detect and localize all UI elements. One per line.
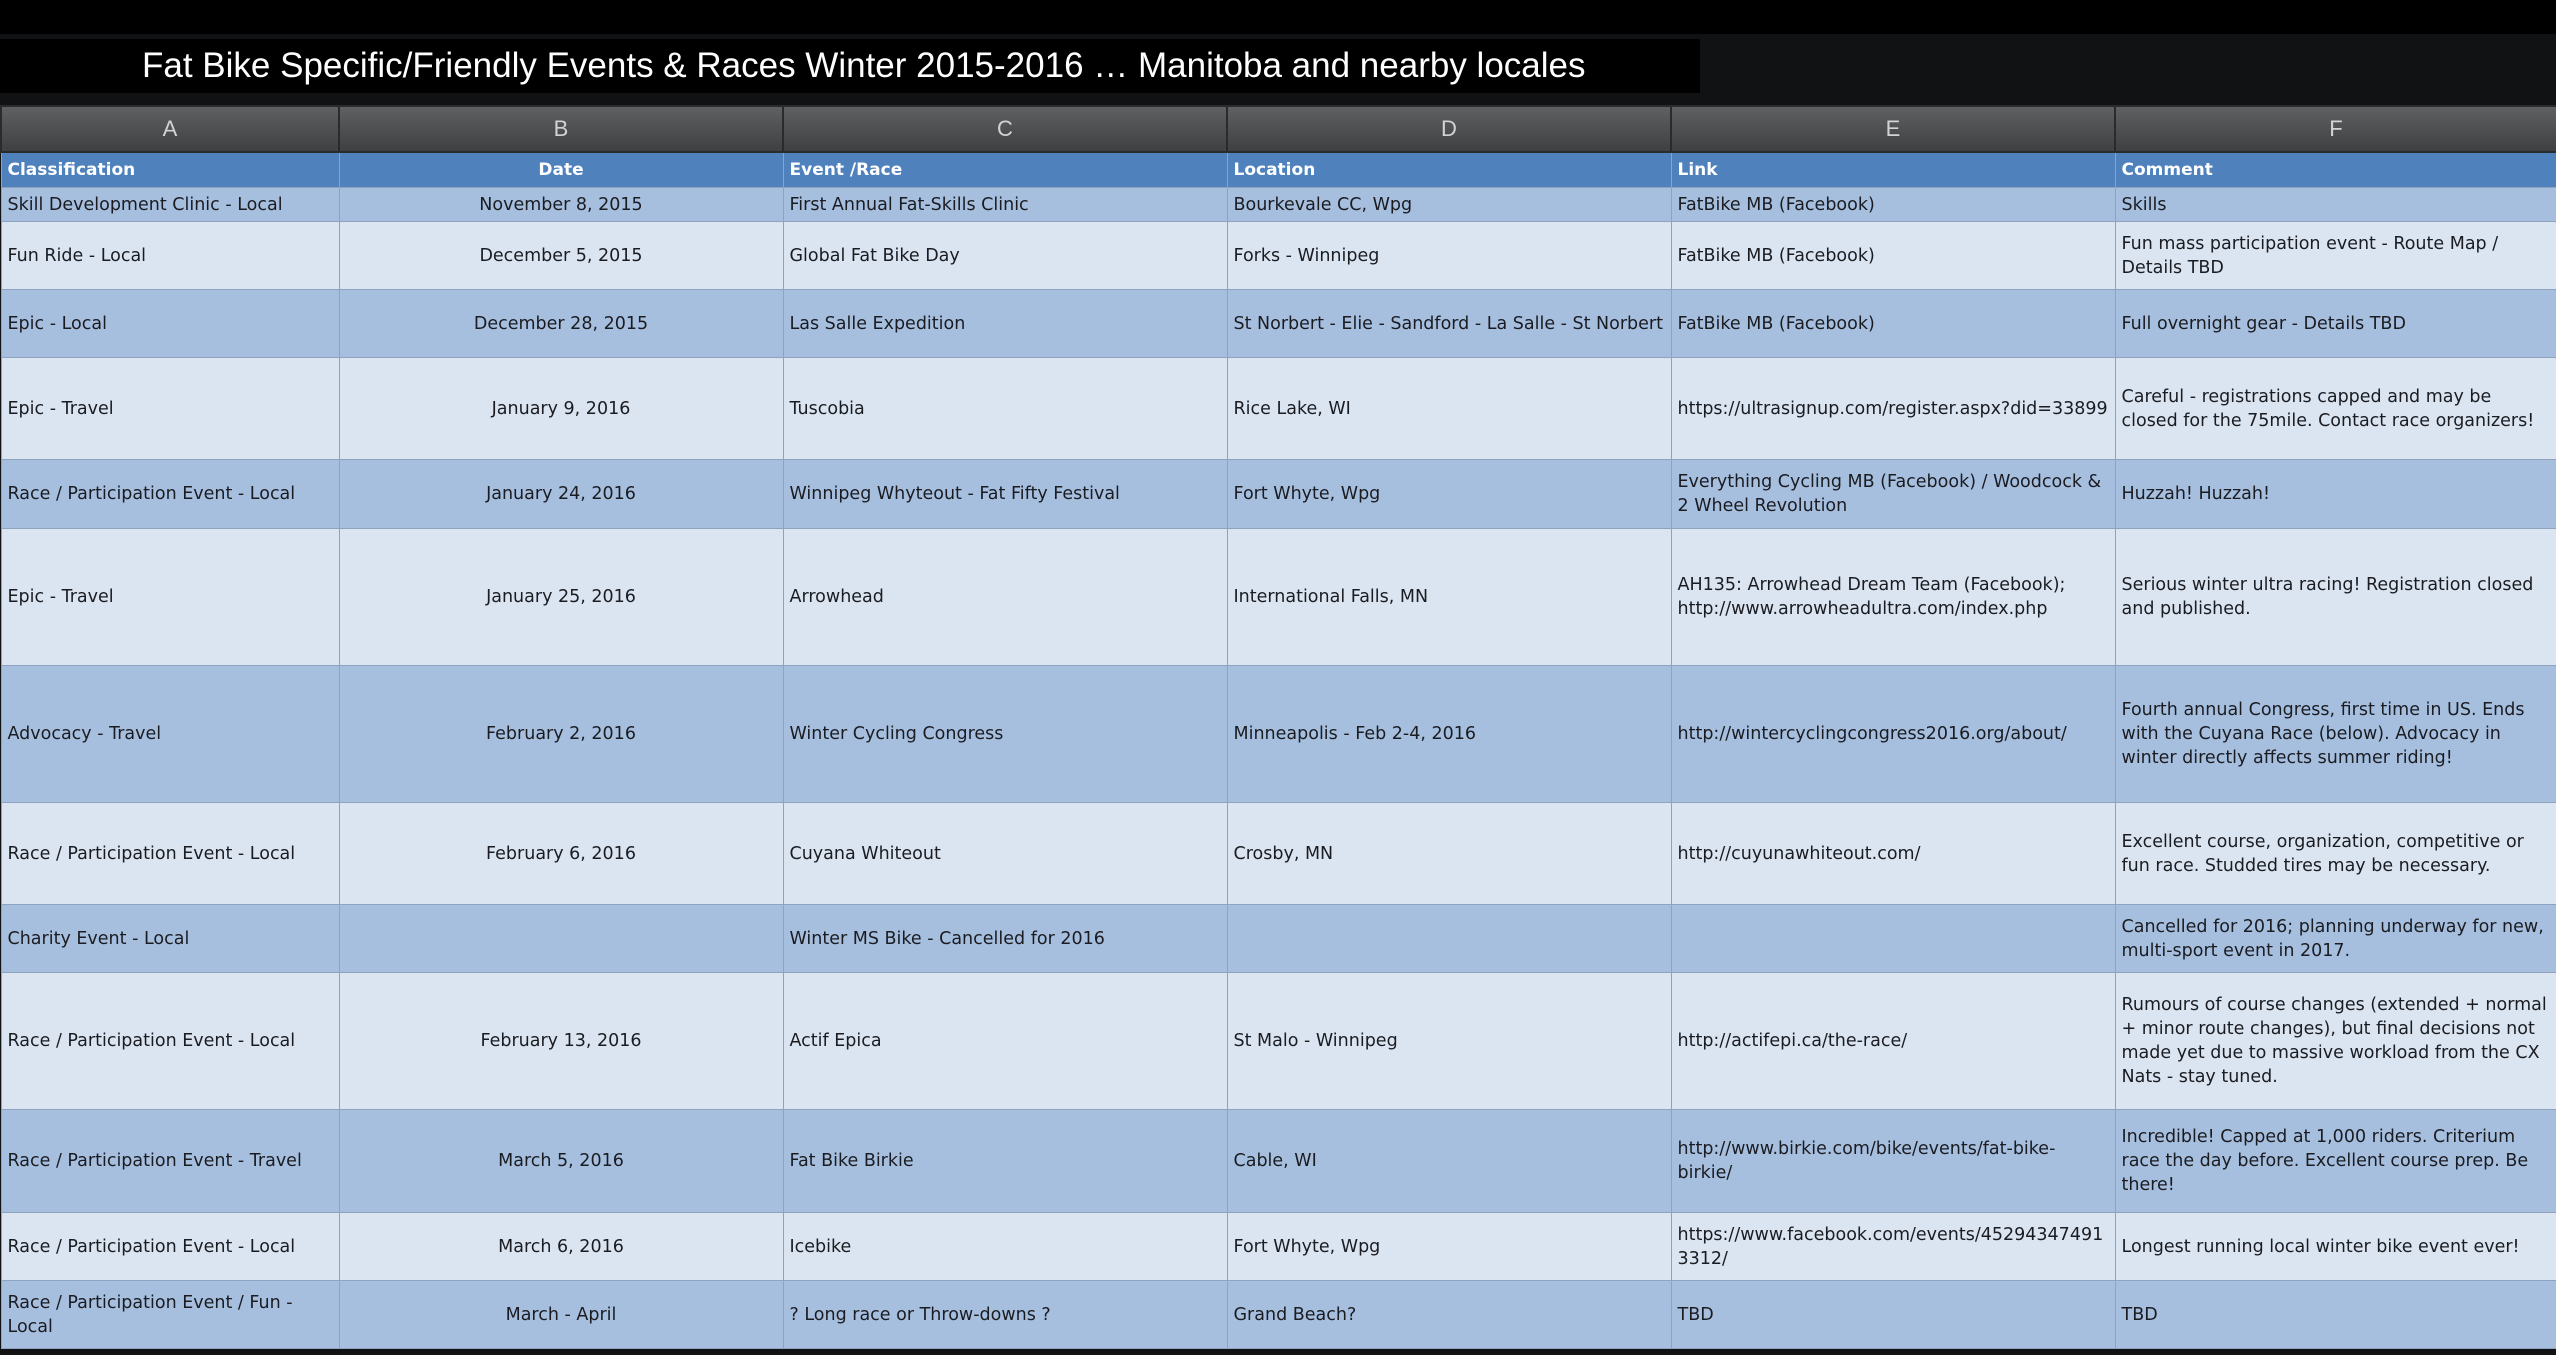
cell-event[interactable]: Cuyana Whiteout [783, 803, 1227, 905]
cell-event[interactable]: Tuscobia [783, 358, 1227, 460]
cell-event[interactable]: First Annual Fat-Skills Clinic [783, 188, 1227, 222]
cell-event[interactable]: Global Fat Bike Day [783, 222, 1227, 290]
table-row [1, 1281, 2556, 1349]
cell-date[interactable]: February 13, 2016 [339, 973, 783, 1110]
header-event[interactable]: Event /Race [783, 152, 1227, 188]
cell-comment[interactable]: Rumours of course changes (extended + normal + minor route changes), but final decisions not made yet due to massive workload from the CX Nats - stay tuned. [2115, 973, 2556, 1110]
cell-comment[interactable]: Skills [2115, 188, 2556, 222]
cell-event[interactable]: Winter Cycling Congress [783, 666, 1227, 803]
cell-link[interactable] [1671, 905, 2115, 973]
sheet-title: Fat Bike Specific/Friendly Events & Races Winter 2015-2016 … Manitoba and nearby locales [0, 39, 1700, 93]
cell-location[interactable]: Fort Whyte, Wpg [1227, 1213, 1671, 1281]
column-header-b[interactable]: B [339, 106, 783, 152]
cell-link[interactable]: http://actifepi.ca/the-race/ [1671, 973, 2115, 1110]
table-row [1, 1213, 2556, 1281]
cell-date[interactable]: February 2, 2016 [339, 666, 783, 803]
cell-date[interactable]: March 6, 2016 [339, 1213, 783, 1281]
cell-date[interactable]: December 28, 2015 [339, 290, 783, 358]
header-classification[interactable]: Classification [1, 152, 339, 188]
cell-classification[interactable]: Race / Participation Event / Fun - Local [1, 1281, 339, 1349]
cell-comment[interactable]: Huzzah! Huzzah! [2115, 460, 2556, 529]
cell-event[interactable]: Winnipeg Whyteout - Fat Fifty Festival [783, 460, 1227, 529]
cell-classification[interactable]: Epic - Travel [1, 358, 339, 460]
events-table [0, 105, 2556, 1349]
cell-event[interactable]: Arrowhead [783, 529, 1227, 666]
cell-comment[interactable]: Fun mass participation event - Route Map / Details TBD [2115, 222, 2556, 290]
cell-location[interactable]: St Norbert - Elie - Sandford - La Salle - St Norbert [1227, 290, 1671, 358]
cell-location[interactable]: International Falls, MN [1227, 529, 1671, 666]
cell-location[interactable]: St Malo - Winnipeg [1227, 973, 1671, 1110]
cell-classification[interactable]: Epic - Local [1, 290, 339, 358]
cell-link[interactable]: https://ultrasignup.com/register.aspx?did=33899 [1671, 358, 2115, 460]
cell-event[interactable]: Icebike [783, 1213, 1227, 1281]
spreadsheet-grid [0, 105, 2556, 1349]
cell-event[interactable]: ? Long race or Throw-downs ? [783, 1281, 1227, 1349]
cell-classification[interactable]: Race / Participation Event - Local [1, 460, 339, 529]
cell-classification[interactable]: Advocacy - Travel [1, 666, 339, 803]
table-row [1, 188, 2556, 222]
cell-date[interactable]: January 9, 2016 [339, 358, 783, 460]
column-header-e[interactable]: E [1671, 106, 2115, 152]
cell-comment[interactable]: Fourth annual Congress, first time in US. Ends with the Cuyana Race (below). Advocacy in winter directly affects summer riding! [2115, 666, 2556, 803]
cell-link[interactable]: FatBike MB (Facebook) [1671, 188, 2115, 222]
cell-classification[interactable]: Race / Participation Event - Local [1, 803, 339, 905]
cell-location[interactable]: Grand Beach? [1227, 1281, 1671, 1349]
header-location[interactable]: Location [1227, 152, 1671, 188]
cell-location[interactable]: Forks - Winnipeg [1227, 222, 1671, 290]
table-row [1, 1110, 2556, 1213]
cell-location[interactable]: Minneapolis - Feb 2-4, 2016 [1227, 666, 1671, 803]
cell-event[interactable]: Fat Bike Birkie [783, 1110, 1227, 1213]
cell-classification[interactable]: Skill Development Clinic - Local [1, 188, 339, 222]
cell-classification[interactable]: Race / Participation Event - Local [1, 1213, 339, 1281]
table-row [1, 529, 2556, 666]
table-row [1, 460, 2556, 529]
table-row [1, 803, 2556, 905]
cell-classification[interactable]: Epic - Travel [1, 529, 339, 666]
cell-link[interactable]: http://cuyunawhiteout.com/ [1671, 803, 2115, 905]
cell-date[interactable]: March 5, 2016 [339, 1110, 783, 1213]
header-comment[interactable]: Comment [2115, 152, 2556, 188]
table-row [1, 290, 2556, 358]
header-date[interactable]: Date [339, 152, 783, 188]
cell-location[interactable] [1227, 905, 1671, 973]
cell-event[interactable]: Winter MS Bike - Cancelled for 2016 [783, 905, 1227, 973]
top-bar [0, 0, 2556, 34]
cell-comment[interactable]: Cancelled for 2016; planning underway for new, multi-sport event in 2017. [2115, 905, 2556, 973]
column-letter-row [1, 106, 2556, 152]
cell-comment[interactable]: Incredible! Capped at 1,000 riders. Criterium race the day before. Excellent course prep. Be there! [2115, 1110, 2556, 1213]
header-link[interactable]: Link [1671, 152, 2115, 188]
cell-link[interactable]: AH135: Arrowhead Dream Team (Facebook); http://www.arrowheadultra.com/index.php [1671, 529, 2115, 666]
table-row [1, 905, 2556, 973]
column-header-f[interactable]: F [2115, 106, 2556, 152]
column-header-d[interactable]: D [1227, 106, 1671, 152]
cell-link[interactable]: http://wintercyclingcongress2016.org/about/ [1671, 666, 2115, 803]
cell-link[interactable]: https://www.facebook.com/events/452943474913312/ [1671, 1213, 2115, 1281]
cell-date[interactable]: January 25, 2016 [339, 529, 783, 666]
cell-link[interactable]: http://www.birkie.com/bike/events/fat-bike-birkie/ [1671, 1110, 2115, 1213]
cell-link[interactable]: Everything Cycling MB (Facebook) / Woodcock & 2 Wheel Revolution [1671, 460, 2115, 529]
table-row [1, 358, 2556, 460]
cell-location[interactable]: Crosby, MN [1227, 803, 1671, 905]
cell-comment[interactable]: TBD [2115, 1281, 2556, 1349]
cell-date[interactable]: December 5, 2015 [339, 222, 783, 290]
cell-classification[interactable]: Fun Ride - Local [1, 222, 339, 290]
table-row [1, 973, 2556, 1110]
cell-classification[interactable]: Race / Participation Event - Local [1, 973, 339, 1110]
cell-link[interactable]: TBD [1671, 1281, 2115, 1349]
cell-location[interactable]: Bourkevale CC, Wpg [1227, 188, 1671, 222]
cell-location[interactable]: Fort Whyte, Wpg [1227, 460, 1671, 529]
cell-comment[interactable]: Longest running local winter bike event ever! [2115, 1213, 2556, 1281]
table-header-row [1, 152, 2556, 188]
cell-date[interactable]: March - April [339, 1281, 783, 1349]
cell-date[interactable]: January 24, 2016 [339, 460, 783, 529]
column-header-c[interactable]: C [783, 106, 1227, 152]
cell-comment[interactable]: Serious winter ultra racing! Registration closed and published. [2115, 529, 2556, 666]
column-header-a[interactable]: A [1, 106, 339, 152]
cell-date[interactable]: February 6, 2016 [339, 803, 783, 905]
cell-comment[interactable]: Careful - registrations capped and may be closed for the 75mile. Contact race organizers! [2115, 358, 2556, 460]
cell-classification[interactable]: Race / Participation Event - Travel [1, 1110, 339, 1213]
cell-comment[interactable]: Full overnight gear - Details TBD [2115, 290, 2556, 358]
cell-location[interactable]: Cable, WI [1227, 1110, 1671, 1213]
cell-classification[interactable]: Charity Event - Local [1, 905, 339, 973]
cell-link[interactable]: FatBike MB (Facebook) [1671, 290, 2115, 358]
cell-event[interactable]: Actif Epica [783, 973, 1227, 1110]
cell-comment[interactable]: Excellent course, organization, competitive or fun race. Studded tires may be necessary. [2115, 803, 2556, 905]
cell-link[interactable]: FatBike MB (Facebook) [1671, 222, 2115, 290]
cell-date[interactable] [339, 905, 783, 973]
table-row [1, 666, 2556, 803]
table-row [1, 222, 2556, 290]
cell-event[interactable]: Las Salle Expedition [783, 290, 1227, 358]
cell-location[interactable]: Rice Lake, WI [1227, 358, 1671, 460]
cell-date[interactable]: November 8, 2015 [339, 188, 783, 222]
